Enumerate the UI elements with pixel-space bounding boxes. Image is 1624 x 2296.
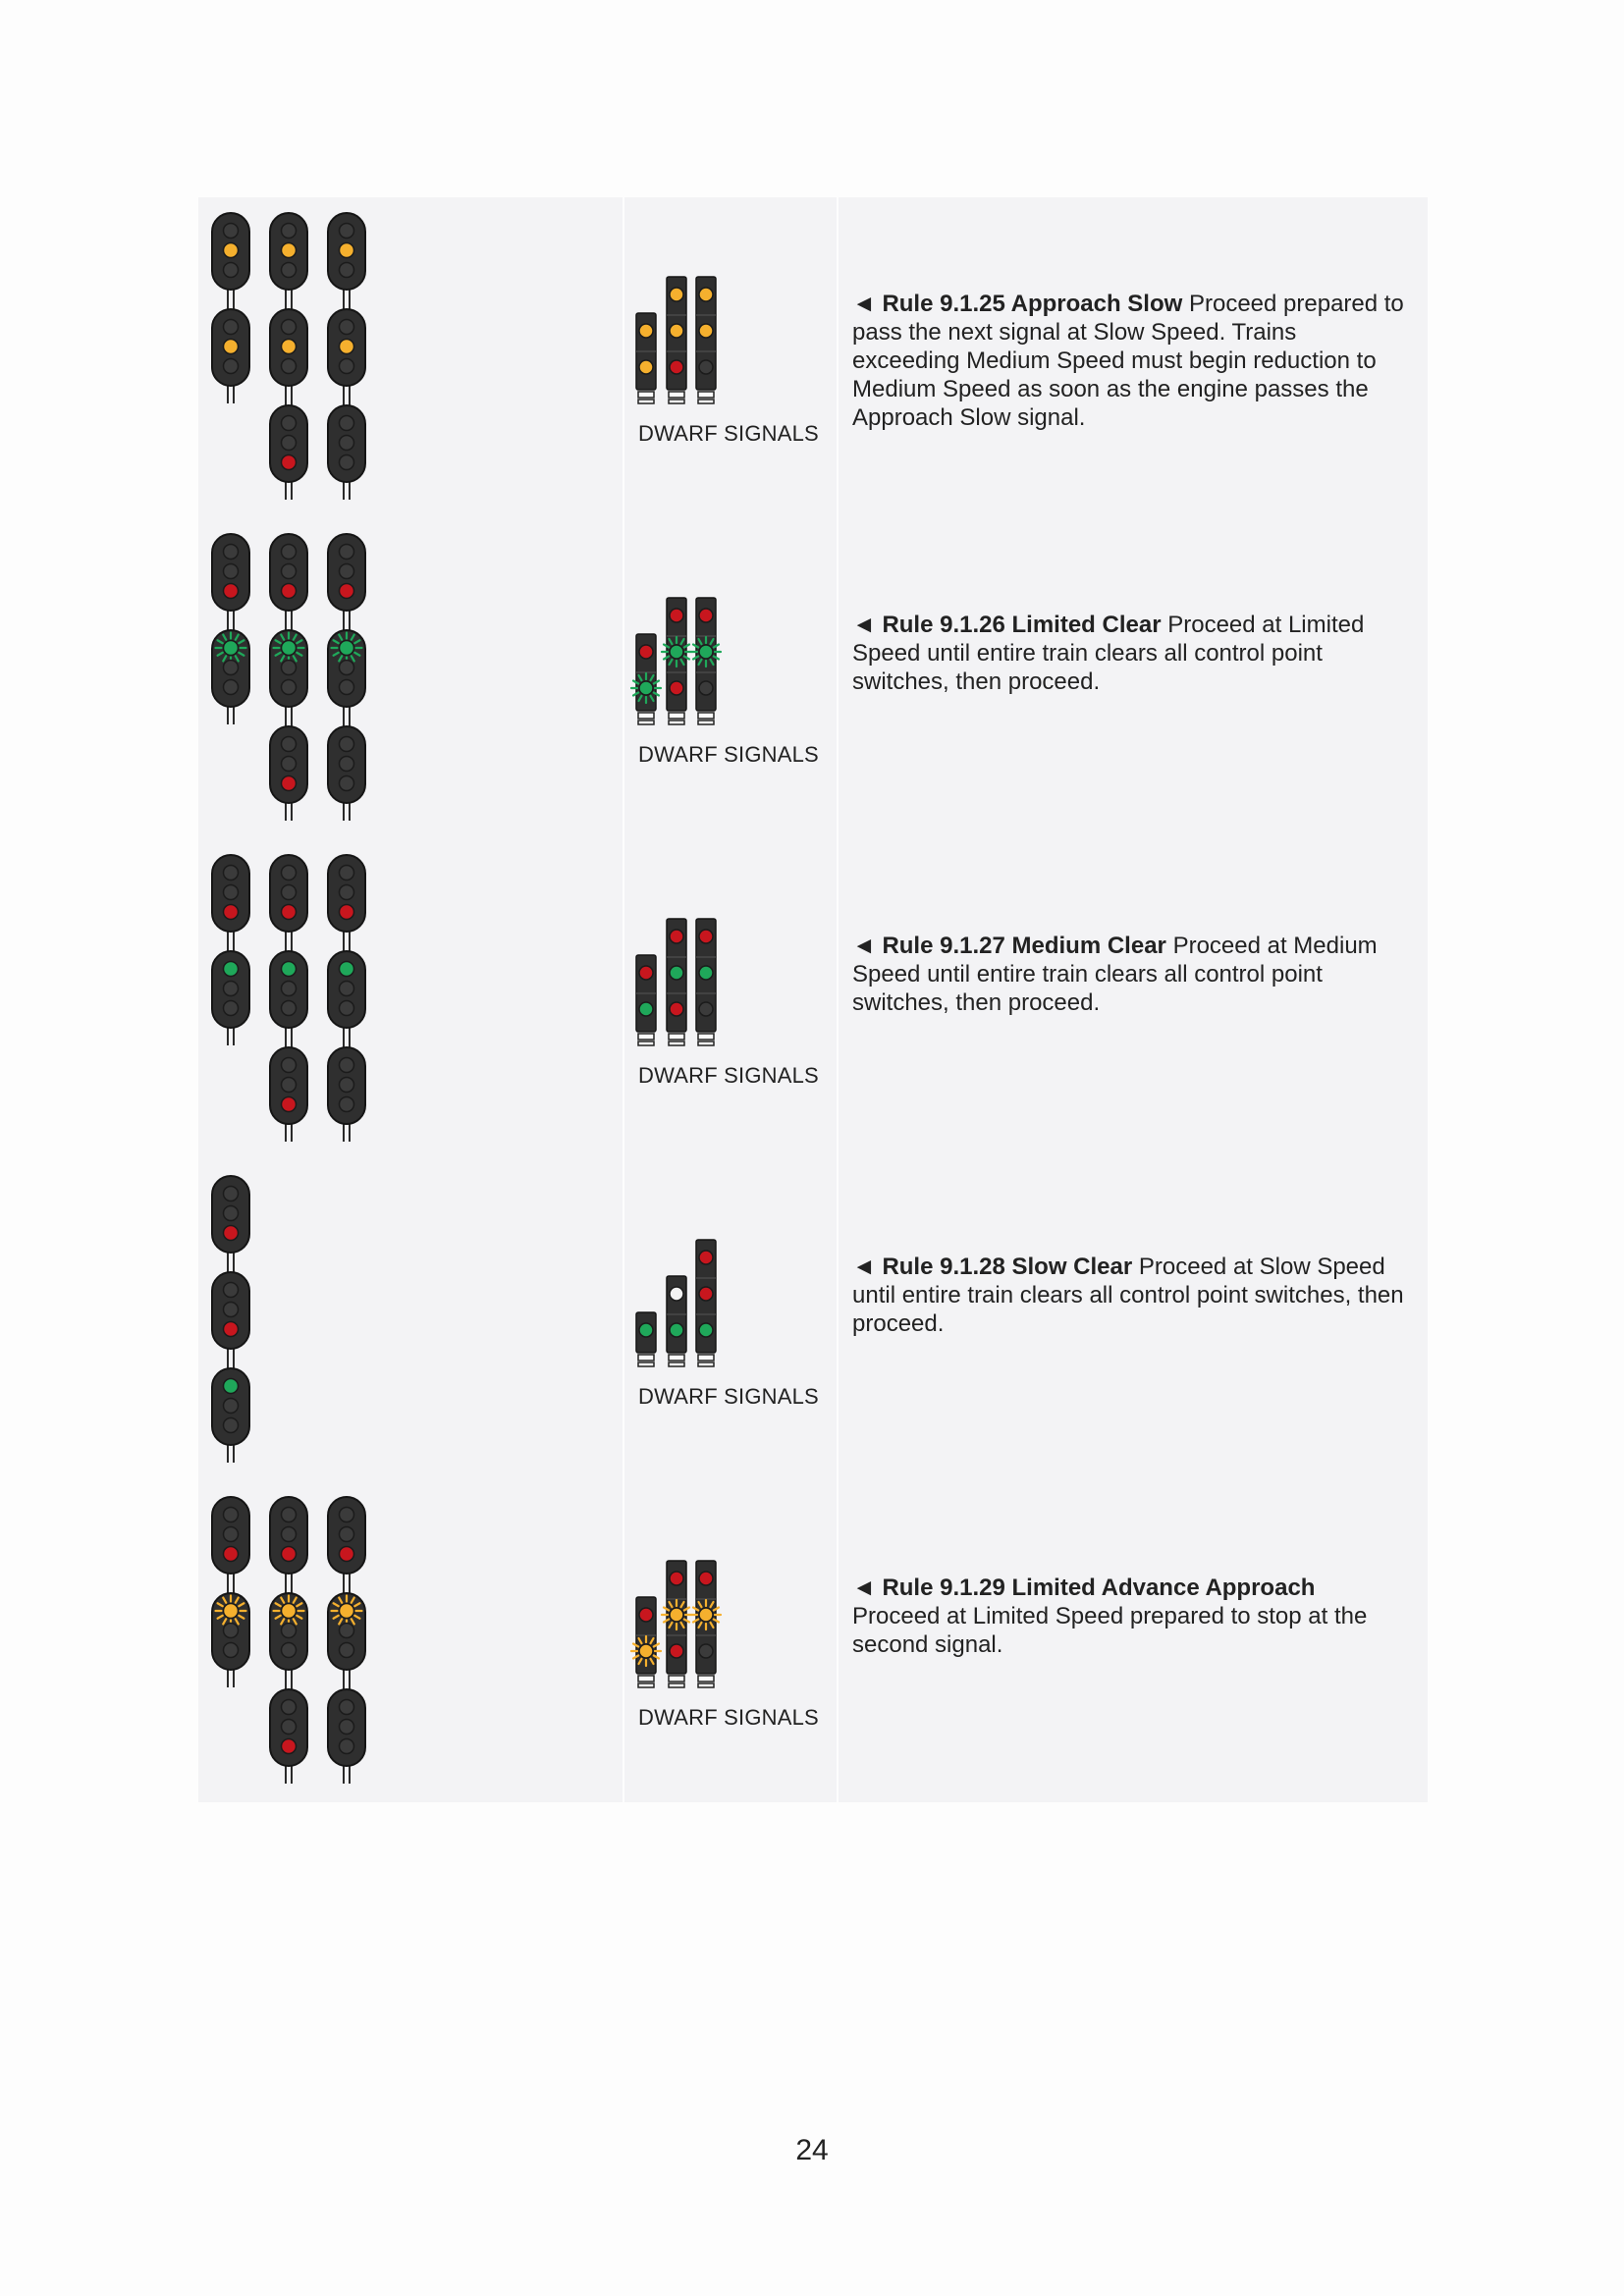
signal-lamp (282, 757, 297, 772)
signal-lamp (340, 982, 354, 996)
dwarf-base (698, 1362, 714, 1366)
signal-lamp (282, 962, 297, 977)
dwarf-base (638, 1041, 654, 1045)
signal-lamp (639, 681, 653, 695)
signal-lamp (699, 1002, 713, 1016)
dwarf-base (669, 1683, 684, 1687)
main-signal-mast (270, 1497, 307, 1784)
main-signal-mast (328, 534, 365, 821)
signal-lamp (639, 1002, 653, 1016)
signal-lamp (340, 885, 354, 900)
signal-lamp (224, 1187, 239, 1201)
rule-description: Proceed at Slow Speed until entire train clears all control point switches, then proceed. (852, 1254, 1404, 1337)
page-number: 24 (795, 2134, 829, 2166)
dwarf-signal-cell (624, 1481, 837, 1802)
dwarf-signal (696, 277, 716, 403)
rule-text (839, 1481, 1428, 1802)
signal-lamp (282, 584, 297, 599)
signal-lamp (224, 545, 239, 560)
signal-lamp (340, 1097, 354, 1112)
signal-lamp (340, 757, 354, 772)
main-signal-illustration (198, 1481, 623, 1802)
main-signal-mast (212, 534, 249, 724)
rule-marker-icon: ◄ (852, 1575, 876, 1601)
signal-lamp (639, 1608, 653, 1622)
signal-lamp (340, 1643, 354, 1658)
rule-text (839, 518, 1428, 839)
rule-description: Proceed at Limited Speed prepared to stop at the second signal. (852, 1603, 1368, 1658)
main-signal-cell (198, 839, 623, 1160)
signal-lamp (340, 905, 354, 920)
signal-lamp (639, 360, 653, 374)
signal-lamp (224, 905, 239, 920)
dwarf-base (698, 1041, 714, 1045)
signal-row (198, 839, 1428, 1160)
dwarf-base (669, 1362, 684, 1366)
signal-lamp (282, 1508, 297, 1522)
signal-lamp (282, 1739, 297, 1754)
main-signal-illustration (198, 197, 623, 518)
main-signal-illustration (198, 518, 623, 839)
signal-lamp (340, 224, 354, 239)
signal-lamp (639, 324, 653, 338)
signal-lamp (224, 1643, 239, 1658)
signal-lamp (340, 584, 354, 599)
signal-lamp (224, 1206, 239, 1221)
rule-title: Rule 9.1.26 Limited Clear (882, 612, 1162, 638)
signal-lamp (282, 1624, 297, 1638)
dwarf-signals-caption: DWARF SIGNALS (638, 1063, 819, 1088)
signal-lamp (282, 885, 297, 900)
signal-lamp (282, 1097, 297, 1112)
dwarf-signal (636, 313, 656, 403)
signal-lamp (224, 1226, 239, 1241)
signal-lamp (670, 1002, 683, 1016)
signal-lamp (699, 1323, 713, 1337)
signal-lamp (340, 1078, 354, 1093)
dwarf-base (669, 713, 684, 719)
signal-lamp (340, 680, 354, 695)
dwarf-base (638, 721, 654, 724)
signal-lamp (282, 1700, 297, 1715)
dwarf-signal (691, 598, 721, 724)
rule-text (839, 197, 1428, 518)
signal-lamp (699, 645, 713, 659)
signal-lamp (699, 1644, 713, 1658)
signal-lamp (224, 1322, 239, 1337)
dwarf-base (698, 713, 714, 719)
signal-lamp (639, 645, 653, 659)
signal-lamp (282, 224, 297, 239)
signal-lamp (340, 436, 354, 451)
signal-lamp (340, 455, 354, 470)
signal-lamp (224, 661, 239, 675)
signal-lamp (224, 885, 239, 900)
dwarf-base (698, 1034, 714, 1040)
signal-lamp (670, 288, 683, 301)
dwarf-base (669, 392, 684, 398)
signal-lamp (670, 1608, 683, 1622)
signal-lamp (224, 1379, 239, 1394)
dwarf-base (638, 392, 654, 398)
rule-title: Rule 9.1.28 Slow Clear (882, 1254, 1133, 1280)
main-signal-cell (198, 1481, 623, 1802)
dwarf-base (638, 1676, 654, 1682)
signal-lamp (224, 1527, 239, 1542)
signal-lamp (224, 982, 239, 996)
dwarf-base (669, 1041, 684, 1045)
signal-lamp (699, 1287, 713, 1301)
signal-lamp (340, 1624, 354, 1638)
signal-lamp (224, 962, 239, 977)
signal-lamp (670, 645, 683, 659)
main-signal-mast (270, 213, 307, 500)
main-signal-mast (270, 855, 307, 1142)
main-signal-mast (212, 1497, 249, 1687)
signal-lamp (224, 1604, 239, 1619)
dwarf-base (669, 1355, 684, 1361)
signal-lamp (670, 360, 683, 374)
rule-description: Proceed at Limited Speed until entire train clears all control point switches, then proceed. (852, 612, 1365, 695)
signal-lamp (224, 584, 239, 599)
signal-lamp (224, 1001, 239, 1016)
signal-lamp (639, 1644, 653, 1658)
signal-lamp (340, 416, 354, 431)
signal-lamp (282, 1078, 297, 1093)
main-signal-illustration (198, 1160, 623, 1481)
dwarf-signal-illustration (624, 518, 837, 839)
signal-lamp (670, 1323, 683, 1337)
signal-lamp (639, 966, 653, 980)
signal-lamp (340, 1720, 354, 1735)
main-signal-mast (270, 534, 307, 821)
signal-lamp (340, 1547, 354, 1562)
signal-lamp (224, 1399, 239, 1414)
signal-lamp (670, 324, 683, 338)
signal-lamp (282, 1643, 297, 1658)
dwarf-base (638, 1034, 654, 1040)
main-signal-cell (198, 197, 623, 518)
rule-description: Proceed prepared to pass the next signal at Slow Speed. Trains exceeding Medium Speed must begin reduction to Medium Speed as soon as the engine passes the Approach Slow signal. (852, 291, 1404, 431)
signal-lamp (639, 1323, 653, 1337)
signal-lamp (224, 866, 239, 881)
signal-lamp (340, 1604, 354, 1619)
dwarf-signal-illustration (624, 839, 837, 1160)
signal-lamp (340, 641, 354, 656)
dwarf-signal (662, 598, 691, 724)
signal-lamp (670, 609, 683, 622)
dwarf-signal (667, 919, 686, 1045)
dwarf-signal-cell (624, 1160, 837, 1481)
rule-title: Rule 9.1.29 Limited Advance Approach (882, 1575, 1316, 1601)
signal-lamp (224, 641, 239, 656)
signal-lamp (224, 1547, 239, 1562)
signal-lamp (224, 1418, 239, 1433)
signal-lamp (340, 1058, 354, 1073)
dwarf-base (638, 1362, 654, 1366)
signal-row (198, 1481, 1428, 1802)
main-signal-cell (198, 1160, 623, 1481)
dwarf-signal (691, 1561, 721, 1687)
signal-lamp (340, 661, 354, 675)
signal-lamp (224, 263, 239, 278)
signal-lamp (699, 609, 713, 622)
signal-lamp (282, 905, 297, 920)
main-signal-cell (198, 518, 623, 839)
signal-lamp (282, 564, 297, 579)
signal-lamp (282, 982, 297, 996)
signal-lamp (340, 1527, 354, 1542)
dwarf-base (698, 1676, 714, 1682)
signal-lamp (340, 545, 354, 560)
main-signal-mast (212, 213, 249, 403)
signal-lamp (224, 224, 239, 239)
dwarf-signals-caption: DWARF SIGNALS (638, 742, 819, 767)
dwarf-signal (631, 1597, 661, 1687)
signal-lamp (282, 1547, 297, 1562)
signal-lamp (699, 324, 713, 338)
dwarf-signal-illustration (624, 1481, 837, 1802)
signal-lamp (340, 1001, 354, 1016)
main-signal-mast (328, 213, 365, 500)
dwarf-base (698, 1683, 714, 1687)
dwarf-signals-caption: DWARF SIGNALS (638, 421, 819, 446)
signal-lamp (340, 320, 354, 335)
dwarf-base (698, 721, 714, 724)
signal-row (198, 1160, 1428, 1481)
signal-lamp (282, 359, 297, 374)
signal-lamp (670, 1644, 683, 1658)
dwarf-base (638, 1683, 654, 1687)
dwarf-signal (636, 955, 656, 1045)
signal-lamp (699, 966, 713, 980)
signal-lamp (224, 680, 239, 695)
rule-marker-icon: ◄ (852, 291, 876, 317)
dwarf-signal-illustration (624, 1160, 837, 1481)
dwarf-base (698, 1355, 714, 1361)
signal-lamp (340, 866, 354, 881)
signal-lamp (224, 320, 239, 335)
signal-lamp (224, 243, 239, 258)
signal-lamp (282, 866, 297, 881)
dwarf-signal (696, 919, 716, 1045)
signal-lamp (670, 1572, 683, 1585)
main-signal-mast (212, 855, 249, 1045)
signal-lamp (340, 263, 354, 278)
signal-row (198, 518, 1428, 839)
dwarf-signal-cell (624, 839, 837, 1160)
signal-lamp (282, 776, 297, 791)
dwarf-base (698, 400, 714, 403)
signal-lamp (699, 1251, 713, 1264)
signal-lamp (224, 1303, 239, 1317)
signal-lamp (282, 416, 297, 431)
signal-lamp (699, 288, 713, 301)
signal-lamp (340, 359, 354, 374)
signal-lamp (282, 1527, 297, 1542)
signal-lamp (670, 681, 683, 695)
signal-lamp (670, 966, 683, 980)
signal-lamp (282, 680, 297, 695)
signal-lamp (282, 1001, 297, 1016)
dwarf-signal-cell (624, 518, 837, 839)
signal-lamp (699, 681, 713, 695)
dwarf-base (638, 400, 654, 403)
dwarf-base (669, 1034, 684, 1040)
signal-lamp (340, 243, 354, 258)
signal-lamp (282, 455, 297, 470)
dwarf-base (669, 1676, 684, 1682)
dwarf-signals-caption: DWARF SIGNALS (638, 1705, 819, 1730)
signal-lamp (282, 436, 297, 451)
signal-lamp (282, 340, 297, 354)
dwarf-signal (662, 1561, 691, 1687)
rule-marker-icon: ◄ (852, 1254, 876, 1280)
dwarf-base (698, 392, 714, 398)
dwarf-signal (696, 1240, 716, 1366)
rule-text (839, 1160, 1428, 1481)
dwarf-signals-caption: DWARF SIGNALS (638, 1384, 819, 1409)
signal-lamp (282, 661, 297, 675)
dwarf-signal (667, 1276, 686, 1366)
signal-lamp (282, 243, 297, 258)
rule-text (839, 839, 1428, 1160)
dwarf-signal (667, 277, 686, 403)
signal-lamp (340, 1739, 354, 1754)
signal-lamp (670, 1287, 683, 1301)
signal-lamp (282, 263, 297, 278)
signal-lamp (699, 930, 713, 943)
signal-lamp (282, 545, 297, 560)
signal-row (198, 197, 1428, 518)
dwarf-base (669, 400, 684, 403)
signal-lamp (670, 930, 683, 943)
signal-lamp (282, 1058, 297, 1073)
dwarf-base (638, 713, 654, 719)
rule-marker-icon: ◄ (852, 612, 876, 638)
signal-lamp (282, 737, 297, 752)
signal-lamp (340, 564, 354, 579)
signal-lamp (699, 360, 713, 374)
signal-lamp (699, 1572, 713, 1585)
signal-lamp (340, 776, 354, 791)
signal-lamp (282, 1604, 297, 1619)
signal-lamp (340, 962, 354, 977)
rule-marker-icon: ◄ (852, 933, 876, 959)
dwarf-signal-cell (624, 197, 837, 518)
signal-lamp (282, 320, 297, 335)
signal-lamp (699, 1608, 713, 1622)
signal-lamp (340, 340, 354, 354)
rule-description: Proceed at Medium Speed until entire train clears all control point switches, then proceed. (852, 933, 1378, 1016)
signal-lamp (224, 340, 239, 354)
dwarf-signal (631, 634, 661, 724)
signal-lamp (282, 1720, 297, 1735)
signal-lamp (340, 1508, 354, 1522)
signal-lamp (224, 359, 239, 374)
signal-lamp (224, 1508, 239, 1522)
signal-lamp (340, 1700, 354, 1715)
main-signal-mast (328, 1497, 365, 1784)
dwarf-base (638, 1355, 654, 1361)
main-signal-mast (212, 1176, 249, 1463)
signal-lamp (340, 737, 354, 752)
signal-lamp (224, 1624, 239, 1638)
signal-lamp (224, 564, 239, 579)
main-signal-mast (328, 855, 365, 1142)
signal-lamp (224, 1283, 239, 1298)
signal-lamp (282, 641, 297, 656)
rule-title: Rule 9.1.27 Medium Clear (882, 933, 1166, 959)
main-signal-illustration (198, 839, 623, 1160)
dwarf-base (669, 721, 684, 724)
signal-aspect-table (198, 197, 1428, 1802)
dwarf-signal-illustration (624, 197, 837, 518)
dwarf-signal (636, 1312, 656, 1366)
rule-title: Rule 9.1.25 Approach Slow (882, 291, 1183, 317)
